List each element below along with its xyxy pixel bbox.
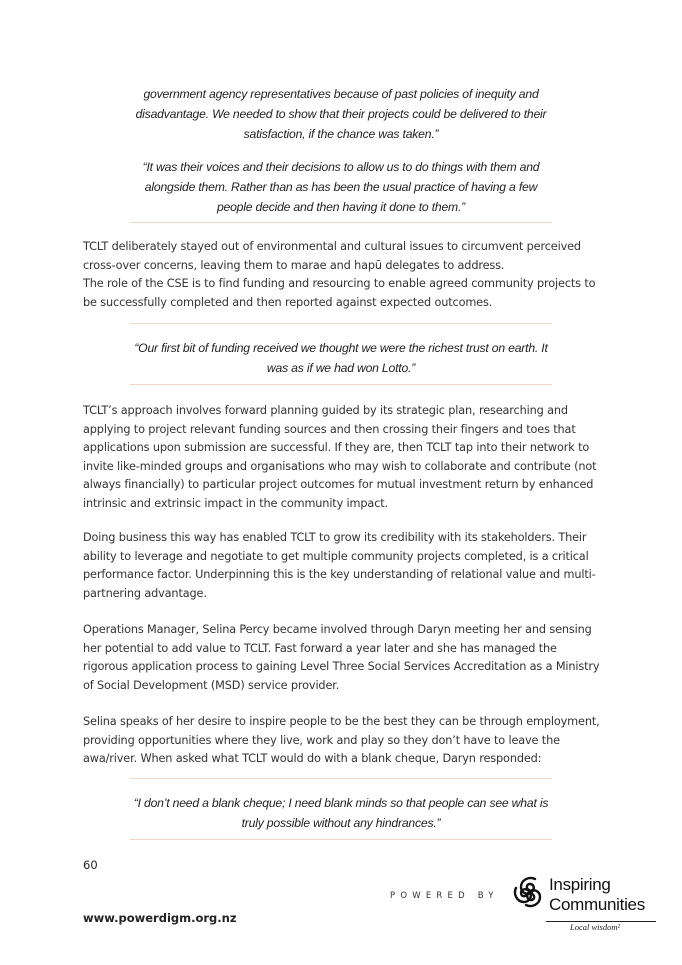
quote-divider — [130, 384, 552, 385]
inspiring-communities-logo — [508, 868, 658, 940]
paragraph-selina: Selina speaks of her desire to inspire people to be the best they can be through employment, providing opportunities where they live, work and play so they don’t have to leave the awa/river. When asked what TCLT would do with a blank cheque, Daryn responded: — [83, 715, 600, 765]
quote-divider — [130, 222, 552, 223]
powered-by-label: POWERED BY — [390, 891, 499, 901]
logo-text-inspiring: Inspiring — [549, 875, 611, 894]
quote-divider — [130, 778, 552, 779]
paragraph-text: The role of the CSE is to find funding and resourcing to enable agreed community projects to be successfully completed and then reported against expected outcomes. — [83, 277, 596, 309]
paragraph-text: TCLT deliberately stayed out of environmental and cultural issues to circumvent perceived cross-over concerns, leaving them to marae and hapū delegates to address. — [83, 240, 581, 272]
paragraph-credibility: Doing business this way has enabled TCLT to grow its credibility with its stakeholders. Their ability to leverage and negotiate to get multiple community projects completed, is a critical performance factor. Underpinning this is the key understanding of relational value and multi-partnering advantage. — [83, 531, 596, 600]
quote-first-funding: “Our first bit of funding received we thought we were the richest trust on earth. It was as if we had won Lotto.” — [134, 341, 548, 375]
paragraph-approach: TCLT’s approach involves forward planning guided by its strategic plan, researching and applying to project relevant funding sources and then crossing their fingers and toes that applications upon submission are successful. If they are, then TCLT tap into their network to invite like-minded groups and organisations who may wish to collaborate and contribute (not always financially) to particular project outcomes for mutual investment return by enhanced intrinsic and extrinsic impact in the community impact. — [83, 404, 597, 510]
logo-text-communities: Communities — [549, 895, 645, 914]
paragraph-operations-manager: Operations Manager, Selina Percy became involved through Daryn meeting her and sensing her potential to add value to TCLT. Fast forward a year later and she has managed the rigorous application process to gaining Level Three Social Services Accreditation as a Ministry of Social Development (MSD) service provider. — [83, 623, 600, 692]
page-number: 60 — [83, 858, 98, 872]
quote-government-agency: government agency representatives because of past policies of inequity and disadvantage. We needed to show that their projects could be delivered to their satisfaction, if the chance was taken.” — [135, 87, 547, 141]
quote-voices-and-decisions: “It was their voices and their decisions to allow us to do things with them and alongside them. Rather than as has been the usual practice of having a few people decide and then having it done to them.” — [142, 160, 540, 214]
spiral-knot-icon — [508, 870, 550, 914]
website-link[interactable]: www.powerdigm.org.nz — [83, 911, 237, 925]
quote-divider — [130, 323, 552, 324]
quote-blank-cheque: “I don’t need a blank cheque; I need blank minds so that people can see what is truly possible without any hindrances.” — [133, 796, 549, 830]
logo-tagline: Local wisdom² — [570, 922, 621, 932]
quote-divider — [130, 839, 552, 840]
paragraph-cultural-issues — [83, 238, 603, 312]
